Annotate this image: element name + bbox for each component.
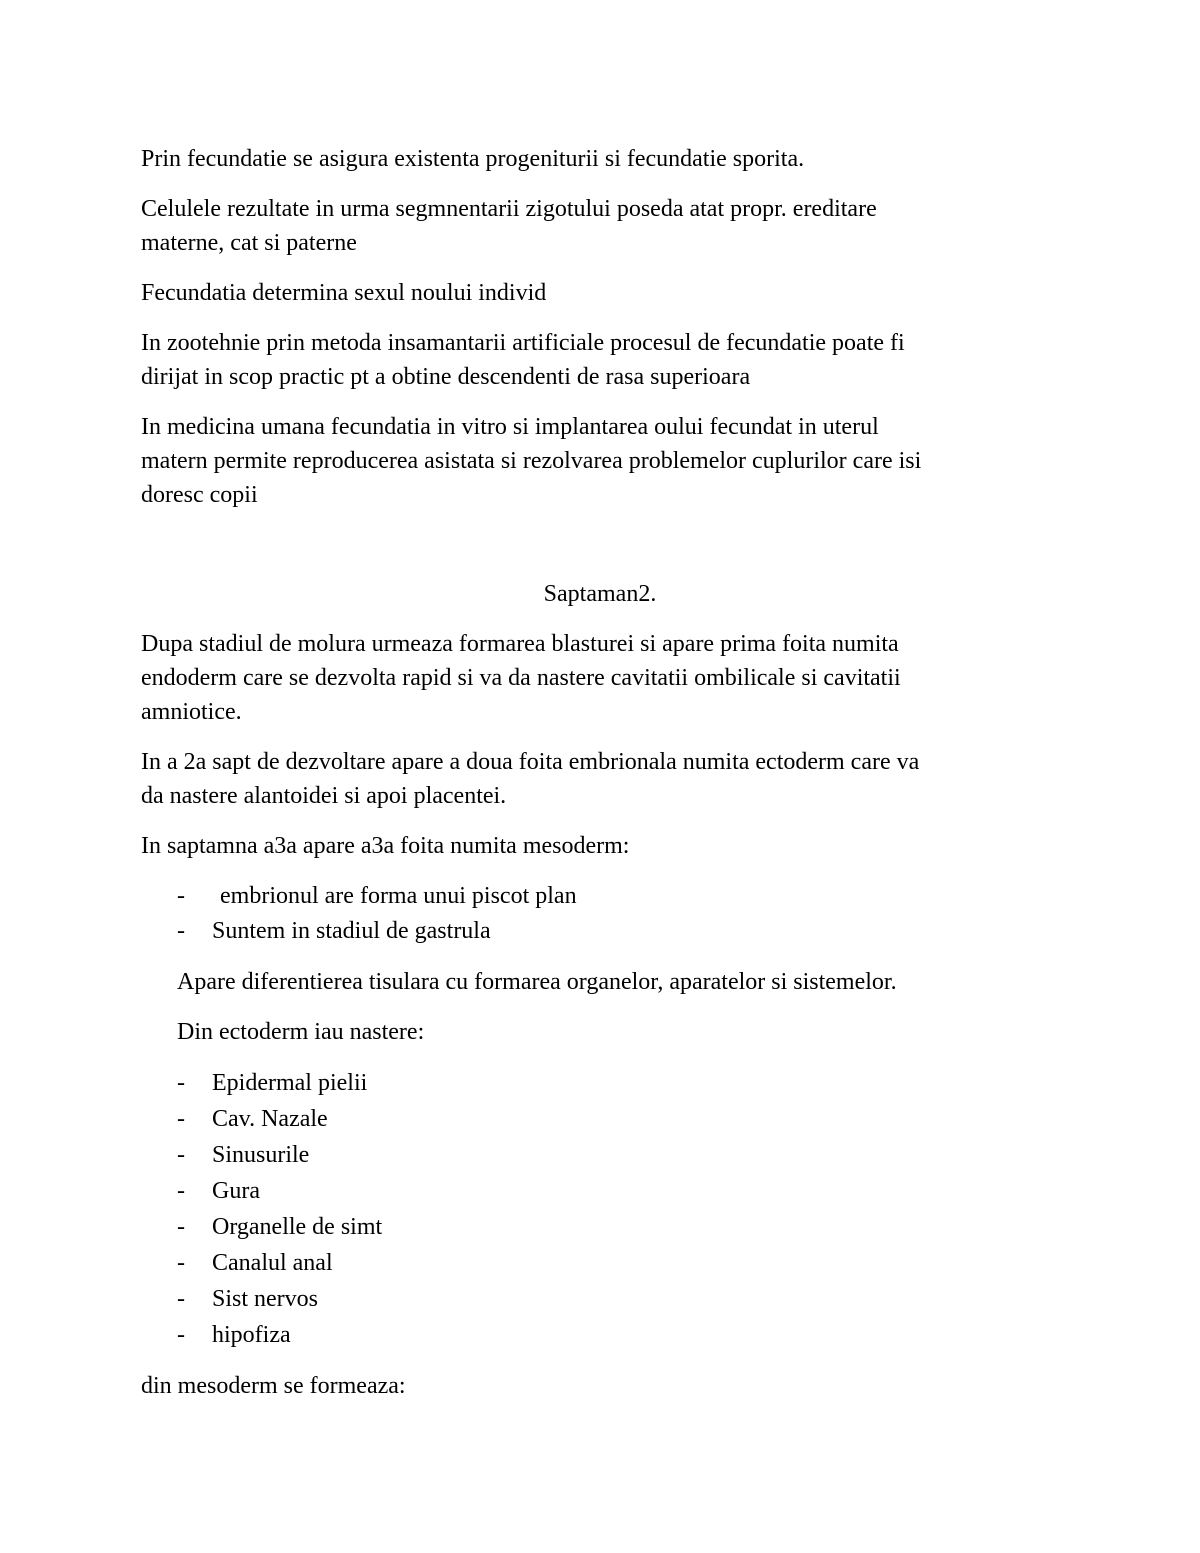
list-bullet: - xyxy=(177,1106,185,1132)
paragraph-mesoderm: In saptamna a3a apare a3a foita numita mesoderm: xyxy=(141,833,630,859)
paragraph-line: amniotice. xyxy=(141,699,242,725)
list-item-text: Organelle de simt xyxy=(212,1214,383,1240)
paragraph-fecundatie: Prin fecundatie se asigura existenta progeniturii si fecundatie sporita. xyxy=(141,146,805,172)
list-bullet: - xyxy=(177,1250,185,1276)
paragraph-line: da nastere alantoidei si apoi placentei. xyxy=(141,783,507,809)
paragraph-line: In medicina umana fecundatia in vitro si implantarea oului fecundat in uterul xyxy=(141,414,879,440)
list-item-text: Canalul anal xyxy=(212,1250,333,1276)
paragraph-line: In a 2a sapt de dezvoltare apare a doua foita embrionala numita ectoderm care va xyxy=(141,749,920,775)
paragraph-line: Celulele rezultate in urma segmnentarii zigotului poseda atat propr. ereditare xyxy=(141,196,877,222)
list-bullet: - xyxy=(177,1322,185,1348)
list-item-text: Suntem in stadiul de gastrula xyxy=(212,918,491,944)
list-item-text: Epidermal pielii xyxy=(212,1070,368,1096)
paragraph-line: matern permite reproducerea asistata si rezolvarea problemelor cuplurilor care isi xyxy=(141,448,922,474)
list-item-text: embrionul are forma unui piscot plan xyxy=(220,883,577,909)
list-bullet: - xyxy=(177,918,185,944)
list-item-text: Gura xyxy=(212,1178,260,1204)
paragraph-din-mesoderm: din mesoderm se formeaza: xyxy=(141,1373,406,1399)
list-item-text: Sinusurile xyxy=(212,1142,310,1168)
list-bullet: - xyxy=(177,1214,185,1240)
paragraph-line: doresc copii xyxy=(141,482,258,508)
paragraph-line: endoderm care se dezvolta rapid si va da nastere cavitatii ombilicale si cavitatii xyxy=(141,665,901,691)
paragraph-line: materne, cat si paterne xyxy=(141,230,357,256)
list-bullet: - xyxy=(177,1286,185,1312)
paragraph-line: In zootehnie prin metoda insamantarii artificiale procesul de fecundatie poate fi xyxy=(141,330,905,356)
paragraph-sex: Fecundatia determina sexul noului individ xyxy=(141,280,547,306)
list-bullet: - xyxy=(177,883,185,909)
paragraph-diferentiere: Apare diferentierea tisulara cu formarea organelor, aparatelor si sistemelor. xyxy=(177,969,897,995)
section-heading: Saptaman2. xyxy=(543,581,657,607)
list-item-text: Cav. Nazale xyxy=(212,1106,328,1132)
list-item-text: hipofiza xyxy=(212,1322,291,1348)
list-item-text: Sist nervos xyxy=(212,1286,319,1312)
paragraph-line: dirijat in scop practic pt a obtine descendenti de rasa superioara xyxy=(141,364,751,390)
list-bullet: - xyxy=(177,1142,185,1168)
paragraph-line: Dupa stadiul de molura urmeaza formarea blasturei si apare prima foita numita xyxy=(141,631,899,657)
list-bullet: - xyxy=(177,1178,185,1204)
list-bullet: - xyxy=(177,1070,185,1096)
paragraph-din-ectoderm: Din ectoderm iau nastere: xyxy=(177,1019,425,1045)
